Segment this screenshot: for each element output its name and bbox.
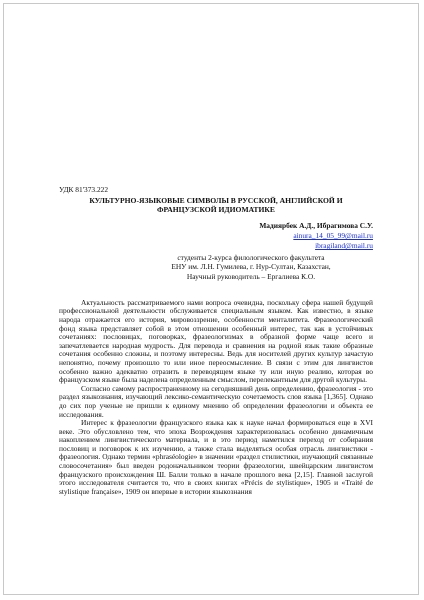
affiliation-line: Научный руководитель – Ергалиева К.О. [186,271,316,281]
article [59,186,373,496]
paragraph: Интерес к фразеологии французского языка как к науке начал формироваться еще в XVI веке. Это обусловлено тем, что эпоха Возрождения характеризовалась особенно динамичным накоплением лингвистического материала, и в это период наметился переход от собирания пословиц и поговорок к их изучению, а также стала выделяться особая отрасль лингвистики - фразеология. Однако термин «phraséologie» в значении «раздел стилистики, изучающий связанные словосочетания» был введен родоначальником теории фразеологии, швейцарским лингвистом французского происхождения Ш. Балли только в начале прошлого века [2,15]. Главной заслугой этого исследователя считается то, что в своих книгах «Précis de stylistique», 1905 и «Traité de stylistique française», 1909 он впервые в истории языкознания [59,418,373,496]
paragraph: Актуальность рассматриваемого нами вопроса очевидна, поскольку сфера нашей будущей профессиональной деятельности обслуживается специальным языком. Как известно, в языке народа отражается его история, мировоззрение, особенности менталитета. Фразеологический фонд языка представляет собой в этом отношении особенный интерес, так как в устойчивых сочетаниях: пословицах, поговорках, фразеологизмах в образной форме чаще всего и запечатлевается народная мудрость. Для перевода и сравнения на родной язык такие образные сочетания особенно сложны, и поэтому интересны. Ведь для носителей других культур зачастую непонятно, почему произошло то или иное переосмысление. В связи с этим для лингвистов особенно важно адекватно отразить в переводящем языке ту или иную реалию, которая во французском языке была наделена определенным смыслом, перелекантным для другой культуры. [59,297,373,385]
affiliation-line: ЕНУ им. Л.Н. Гумилева, г. Нур-Султан, Казахстан, [171,262,331,272]
author-names-text: Мадиярбек А.Д., Ибрагимова С.У. [259,220,373,230]
paragraph: Согласно самому распространенному на сегодняшний день определению, фразеология - это раздел языкознания, изучающий лексико-семантическую сочетаемость слов языка [1,365]. Однако до сих пор ученые не пришли к единому мнению об определении фразеологии и объекта ее исследования. [59,383,373,419]
body-text [59,299,373,497]
article-title: КУЛЬТУРНО-ЯЗЫКОВЫЕ СИМВОЛЫ В РУССКОЙ, АНГЛИЙСКОЙ И ФРАНЦУЗСКОЙ ИДИОМАТИКЕ [89,195,343,214]
author-emails [59,231,373,251]
affiliation [129,253,373,281]
page-frame [3,3,419,595]
email-link-2[interactable]: ibragiland@mail.ru [315,241,373,251]
affiliation-line: студенты 2-курса филологического факультета [177,253,325,263]
author-names [59,222,373,231]
udk-code: УДК 81'373.222 [59,185,109,194]
email-link-1[interactable]: ainura_14_05_99@mail.ru [293,231,373,241]
